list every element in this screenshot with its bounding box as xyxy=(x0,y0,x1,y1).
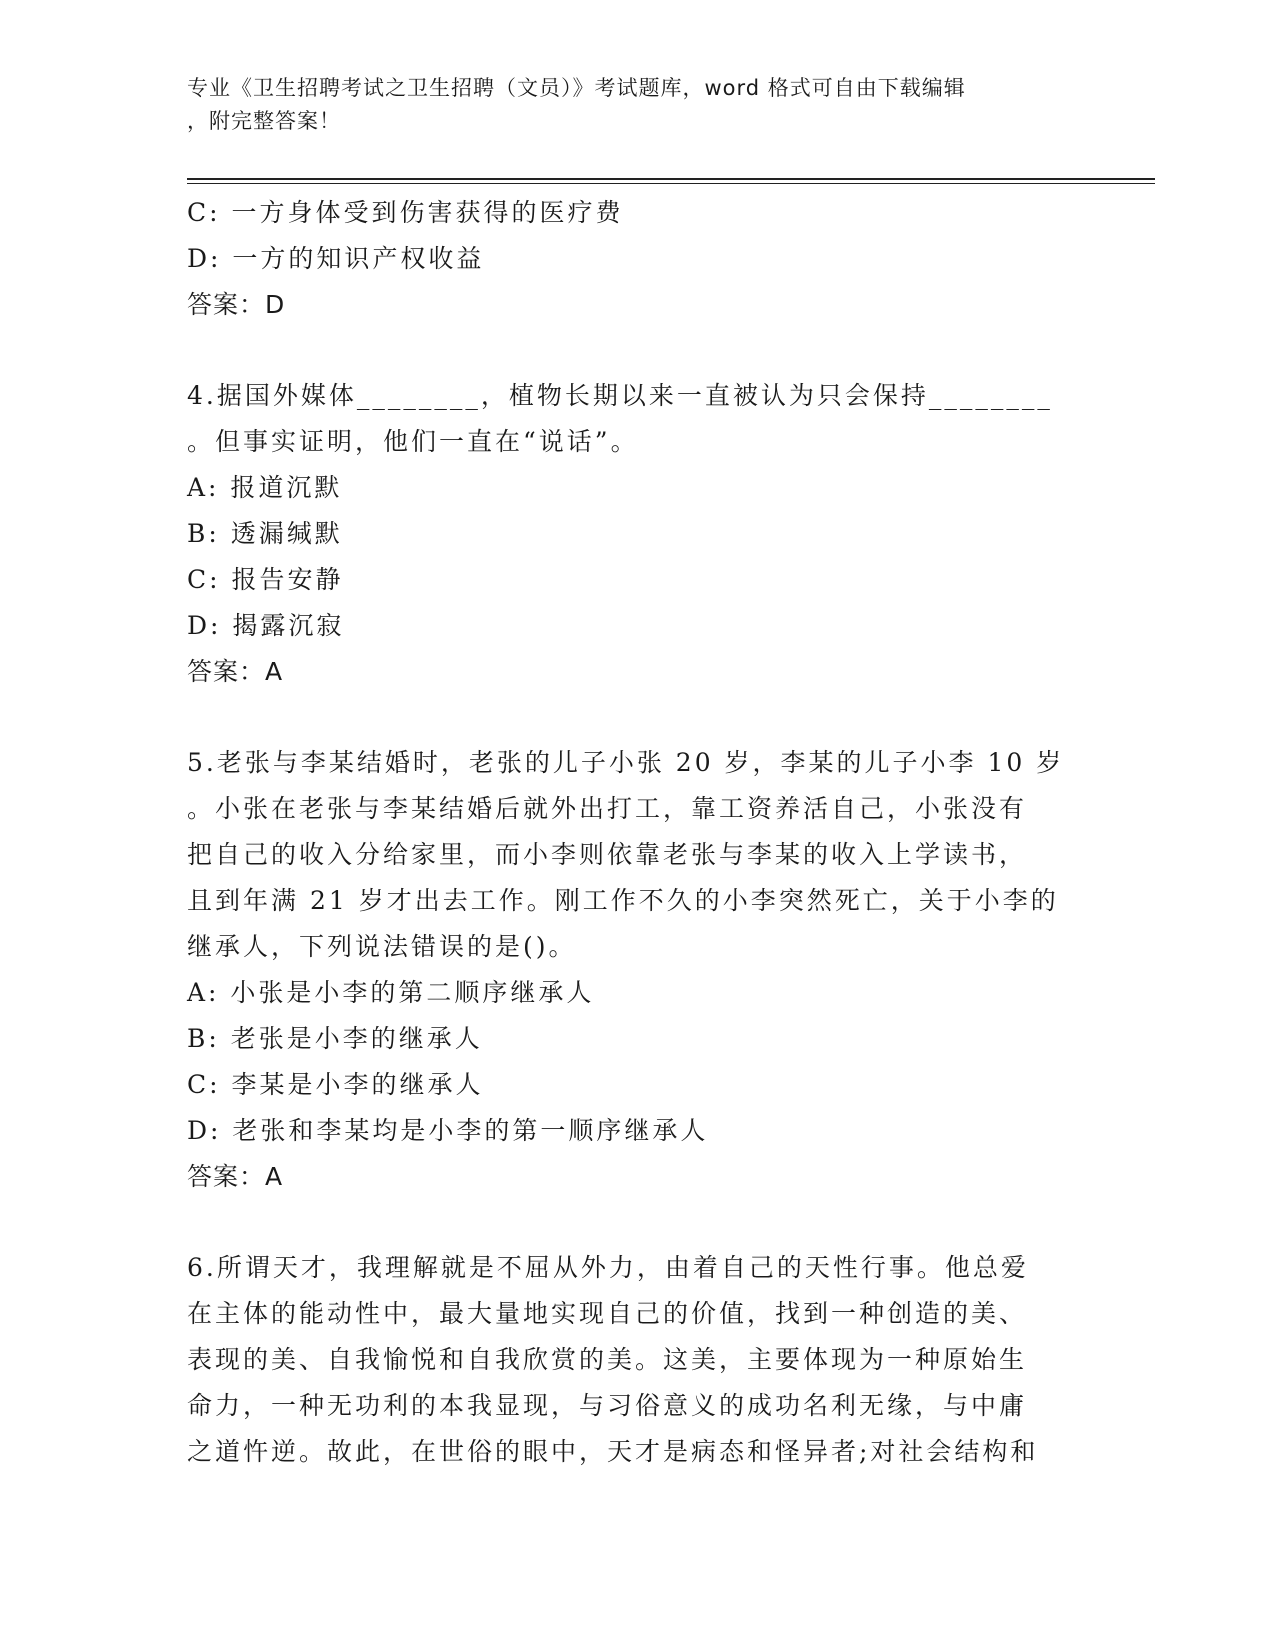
q5-option-c: C: 李某是小李的继承人 xyxy=(187,1070,484,1099)
q5-stem-line-2: 。小张在老张与李某结婚后就外出打工，靠工资养活自己，小张没有 xyxy=(187,794,1028,823)
q6-stem-line-3: 表现的美、自我愉悦和自我欣赏的美。这美，主要体现为一种原始生 xyxy=(187,1345,1028,1374)
q4-stem-line-1: 4.据国外媒体________，植物长期以来一直被认为只会保持________ xyxy=(187,381,1053,410)
q4-option-a: A: 报道沉默 xyxy=(187,473,343,502)
q5-stem-line-3: 把自己的收入分给家里，而小李则依靠老张与李某的收入上学读书， xyxy=(187,840,1028,869)
spacer xyxy=(187,328,1087,373)
q5-answer: 答案：A xyxy=(187,1162,284,1191)
header-line-1: 专业《卫生招聘考试之卫生招聘（文员）》考试题库，word 格式可自由下载编辑 xyxy=(187,76,966,100)
header-divider-thin xyxy=(187,183,1155,184)
q4-option-b: B: 透漏缄默 xyxy=(187,519,343,548)
page-header xyxy=(187,72,1067,138)
q4-option-d: D: 揭露沉寂 xyxy=(187,611,345,640)
q5-stem-line-5: 继承人，下列说法错误的是()。 xyxy=(187,932,577,961)
q5-stem-line-4: 且到年满 21 岁才出去工作。刚工作不久的小李突然死亡，关于小李的 xyxy=(187,886,1059,915)
question-5 xyxy=(187,740,1087,1200)
q6-stem-line-1: 6.所谓天才，我理解就是不屈从外力，由着自己的天性行事。他总爱 xyxy=(187,1253,1029,1282)
question-4 xyxy=(187,373,1087,695)
q3-answer: 答案：D xyxy=(187,290,286,319)
q4-stem-line-2: 。但事实证明，他们一直在“说话”。 xyxy=(187,427,639,456)
q3-option-d: D: 一方的知识产权收益 xyxy=(187,244,485,273)
q5-option-b: B: 老张是小李的继承人 xyxy=(187,1024,483,1053)
header-line-2: ，附完整答案！ xyxy=(187,109,341,133)
q6-stem-line-2: 在主体的能动性中，最大量地实现自己的价值，找到一种创造的美、 xyxy=(187,1299,1028,1328)
spacer xyxy=(187,1200,1087,1245)
header-divider-thick xyxy=(187,178,1155,180)
q3-option-c: C: 一方身体受到伤害获得的医疗费 xyxy=(187,198,624,227)
question-6 xyxy=(187,1245,1087,1475)
q5-option-a: A: 小张是小李的第二顺序继承人 xyxy=(187,978,595,1007)
q4-option-c: C: 报告安静 xyxy=(187,565,344,594)
q5-option-d: D: 老张和李某均是小李的第一顺序继承人 xyxy=(187,1116,709,1145)
q5-stem-line-1: 5.老张与李某结婚时，老张的儿子小张 20 岁，李某的儿子小李 10 岁 xyxy=(187,748,1065,777)
spacer xyxy=(187,695,1087,740)
question-3-tail xyxy=(187,190,1087,328)
q6-stem-line-5: 之道忤逆。故此，在世俗的眼中，天才是病态和怪异者;对社会结构和 xyxy=(187,1437,1039,1466)
question-content xyxy=(187,190,1087,1475)
q4-answer: 答案：A xyxy=(187,657,284,686)
q6-stem-line-4: 命力，一种无功利的本我显现，与习俗意义的成功名利无缘，与中庸 xyxy=(187,1391,1028,1420)
